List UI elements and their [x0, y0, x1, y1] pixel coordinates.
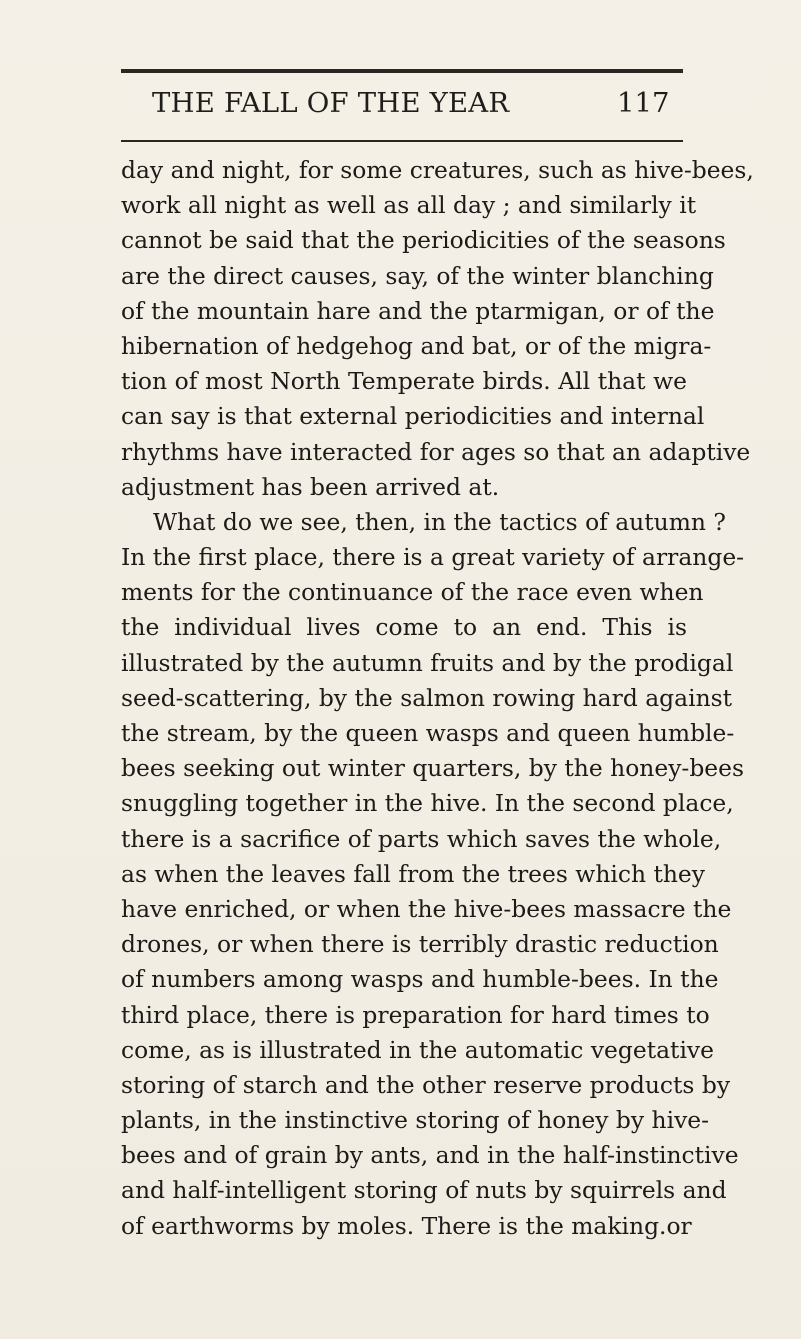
text-line: bees and of grain by ants, and in the half-instinctive [121, 1141, 739, 1170]
text-line: of the mountain hare and the ptarmigan, or of the [121, 296, 715, 325]
text-line: day and night, for some creatures, such as hive-bees, [121, 156, 754, 184]
text-line: have enriched, or when the hive-bees massacre the [121, 894, 732, 923]
text-line: illustrated by the autumn fruits and by the prodigal [121, 648, 734, 677]
header-rule-bottom [121, 140, 683, 142]
text-line: snuggling together in the hive. In the second place, [121, 789, 734, 818]
text-line: hibernation of hedgehog and bat, or of the migra- [121, 331, 712, 360]
text-line: as when the leaves fall from the trees which they [121, 859, 705, 888]
text-line: plants, in the instinctive storing of honey by hive- [121, 1106, 710, 1135]
running-title: THE FALL OF THE YEAR [152, 87, 510, 119]
text-line: of numbers among wasps and humble-bees. In the [121, 965, 719, 994]
text-line: there is a sacrifice of parts which saves the whole, [121, 824, 722, 853]
text-line: the stream, by the queen wasps and queen humble- [121, 719, 735, 747]
text-line: tion of most North Temperate birds. All that we [121, 367, 687, 396]
paragraph-start-line: What do we see, then, in the tactics of autumn ? [153, 507, 726, 536]
text-line: third place, there is preparation for hard times to [121, 1000, 710, 1029]
text-line: work all night as well as all day ; and similarly it [121, 191, 697, 220]
paragraph-end-line: adjustment has been arrived at. [121, 472, 500, 501]
body-text [121, 153, 754, 1244]
text-line: come, as is illustrated in the automatic vegetative [121, 1035, 714, 1064]
text-line: In the first place, there is a great variety of arrange- [121, 543, 745, 572]
text-line: bees seeking out winter quarters, by the honey-bees [121, 754, 744, 783]
text-line: seed-scattering, by the salmon rowing hard against [121, 683, 733, 712]
text-line: storing of starch and the other reserve products by [121, 1070, 731, 1099]
text-line: cannot be said that the periodicities of the seasons [121, 226, 726, 255]
text-line: of earthworms by moles. There is the making.or [121, 1211, 692, 1240]
text-line: are the direct causes, say, of the winter blanching [121, 261, 714, 290]
text-line: the individual lives come to an end. This is [121, 613, 687, 642]
page-number: 117 [617, 87, 670, 119]
text-line: can say is that external periodicities and internal [121, 402, 705, 431]
text-line: ments for the continuance of the race even when [121, 578, 704, 607]
text-line: rhythms have interacted for ages so that an adaptive [121, 437, 751, 466]
header-rule-top [121, 69, 683, 73]
text-line: and half-intelligent storing of nuts by squirrels and [121, 1176, 727, 1205]
text-line: drones, or when there is terribly drastic reduction [121, 930, 719, 959]
